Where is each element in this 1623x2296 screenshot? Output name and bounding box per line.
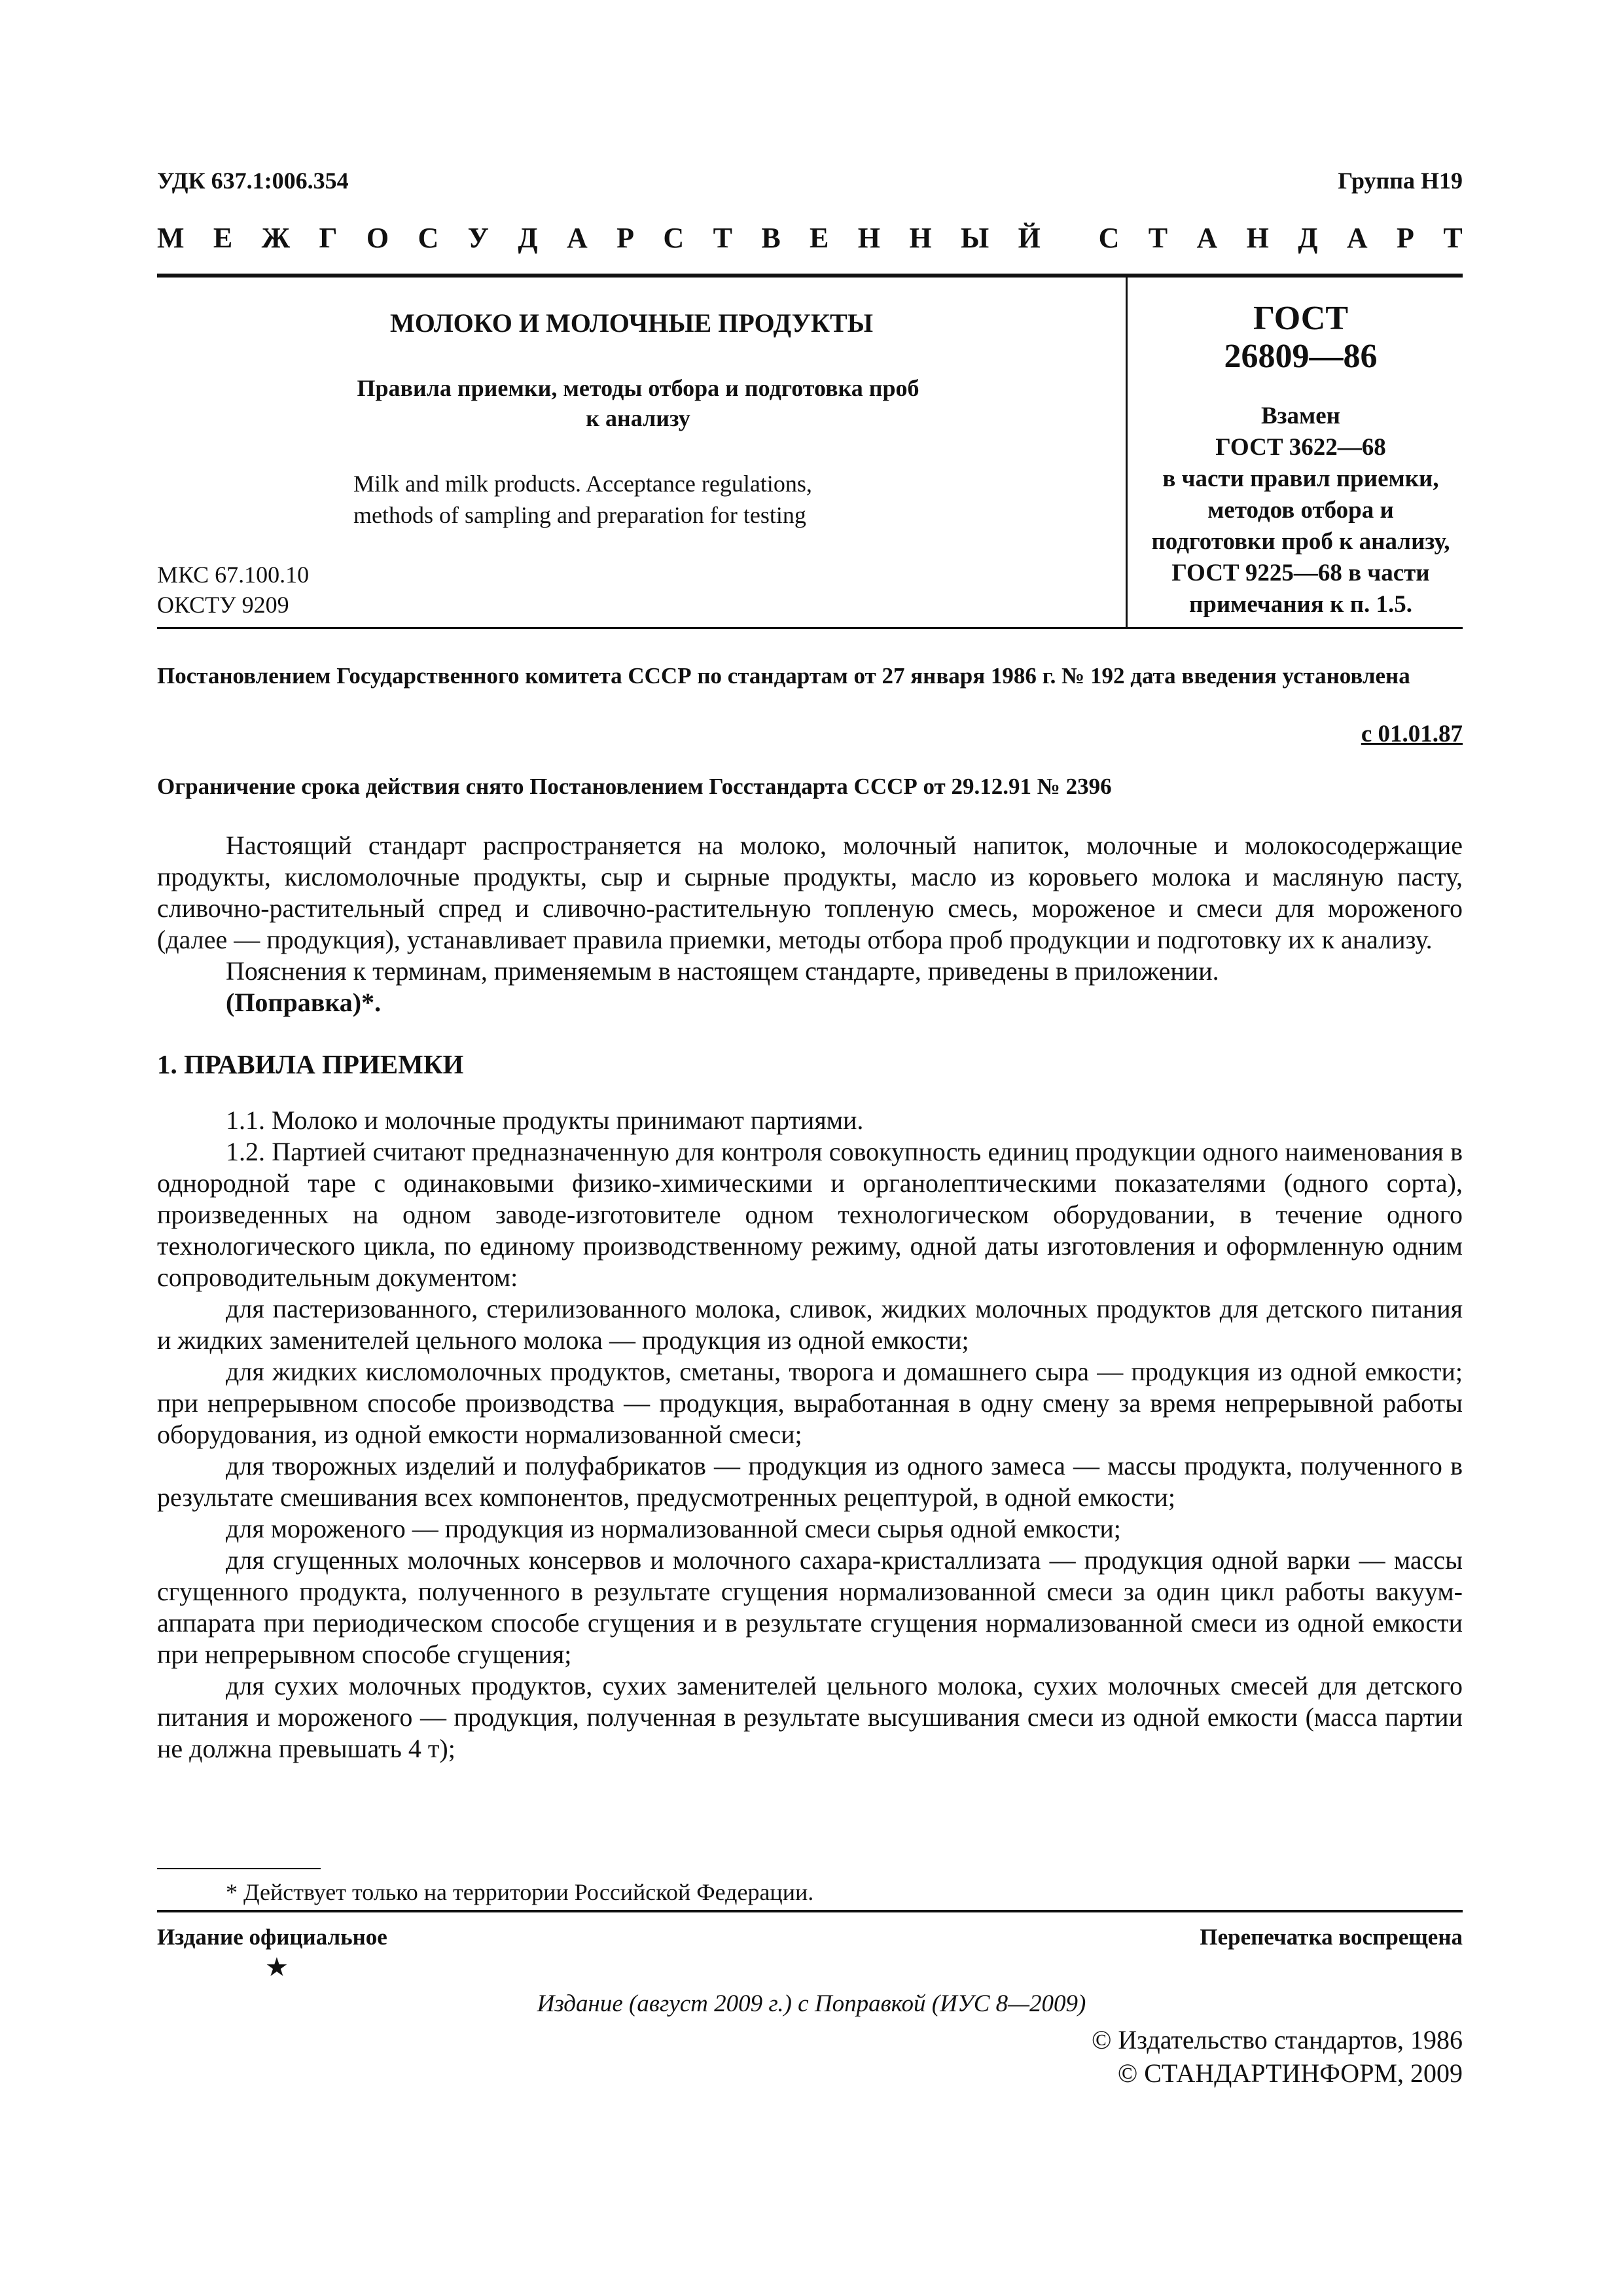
banner-letter: А (1346, 222, 1368, 254)
banner-letter: Д (1298, 222, 1318, 254)
header-rule (157, 274, 1463, 278)
star-icon: ★ (265, 1952, 289, 1982)
banner-letter: Ж (261, 222, 291, 254)
clause-1-2: 1.2. Партией считают предназначенную для контроля совокупность единиц продукции одного наименования в однородной таре с одинаковыми физико-химическими и органолептическими показателями (одного сорта), произведенных на одном заводе-изготовителе одном технологическом оборудовании, в течение одного технологического цикла, по единому производственному режиму, одной даты изготовления и оформленную одним сопроводительным документом: (157, 1137, 1463, 1292)
document-body (157, 830, 1463, 1765)
banner-letter: С (1098, 222, 1120, 254)
banner-letter: В (761, 222, 781, 254)
udk-code: УДК 637.1:006.354 (157, 168, 349, 194)
clause-item: для сгущенных молочных консервов и молочного сахара-кристаллизата — продукция одной варки — массы сгущенного продукта, полученного в результате сгущения нормализованной смеси за один цикл работы вакуум-аппарата при периодическом способе сгущения и в результате сгущения нормализованной смеси из одной емкости при непрерывном способе сгущения; (157, 1545, 1463, 1669)
banner-letter: С (418, 222, 439, 254)
banner-letter: А (1196, 222, 1218, 254)
interstate-standard-banner (157, 221, 1463, 255)
intro-paragraph: Настоящий стандарт распространяется на молоко, молочный напиток, молочные и молокосодержащие продукты, кисломолочные продукты, сыр и сырные продукты, масло из коровьего молока и масляную пасту, сливочно-растительный спред и сливочно-растительную топленую смесь, мороженое и смеси для мороженого (далее — продукция), устанавливает правила приемки, методы отбора проб продукции и подготовку их к анализу. (157, 831, 1463, 954)
banner-letter: Д (518, 222, 538, 254)
replaces-line: ГОСТ 9225—68 в части (1171, 560, 1430, 586)
banner-letter: Е (810, 222, 829, 254)
banner-letter: М (157, 222, 185, 254)
classification-codes (157, 560, 309, 620)
copyright-line-2: © СТАНДАРТИНФОРМ, 2009 (1117, 2058, 1463, 2088)
clause-item: для мороженого — продукция из нормализованной смеси сырья одной емкости; (226, 1514, 1121, 1543)
english-title-line-1: Milk and milk products. Acceptance regulations, (353, 471, 812, 497)
banner-letter: Р (616, 222, 635, 254)
terms-paragraph: Пояснения к терминам, применяемым в настоящем стандарте, приведены в приложении. (226, 956, 1219, 986)
banner-letter: Г (319, 222, 338, 254)
replaces-line: примечания к п. 1.5. (1188, 591, 1413, 618)
banner-letter: Р (1397, 222, 1414, 254)
banner-letter: А (567, 222, 588, 254)
gost-name-line-1: ГОСТ (1253, 300, 1349, 337)
section-title: 1. ПРАВИЛА ПРИЕМКИ (157, 1049, 464, 1079)
banner-letter: Н (1246, 222, 1269, 254)
header-vertical-rule (1126, 274, 1128, 627)
banner-letter: Т (1148, 222, 1168, 254)
document-subtitle (262, 373, 1014, 433)
decree-text: Постановлением Государственного комитета СССР по стандартам от 27 января 1986 г. № 192 дата введения установлена (157, 663, 1410, 689)
banner-letter: Т (713, 222, 732, 254)
banner-letter: Е (213, 222, 233, 254)
replaces-line: Взамен (1261, 403, 1340, 429)
banner-letter: Н (857, 222, 881, 254)
clause-item: для творожных изделий и полуфабрикатов — продукция из одного замеса — массы продукта, полученного в результате смешивания всех компонентов, предусмотренных рецептурой, в одной емкости; (157, 1451, 1463, 1512)
edition-note: Издание (август 2009 г.) с Поправкой (ИУС 8—2009) (537, 1990, 1086, 2017)
footnote: * Действует только на территории Российской Федерации. (226, 1879, 814, 1905)
title-block-rule (157, 627, 1463, 629)
clause-item: для сухих молочных продуктов, сухих заменителей цельного молока, сухих молочных смесей для детского питания и мороженого — продукция, полученная в результате высушивания смеси из одной емкости (масса партии не должна превышать 4 т); (157, 1671, 1463, 1763)
replaces-block (1139, 401, 1463, 620)
banner-letter: У (467, 222, 489, 254)
copyright-line-1: © Издательство стандартов, 1986 (1091, 2025, 1463, 2054)
limitation-notice: Ограничение срока действия снято Постановлением Госстандарта СССР от 29.12.91 № 2396 (157, 774, 1112, 799)
footer-rule (157, 1910, 1463, 1912)
document-title: МОЛОКО И МОЛОЧНЫЕ ПРОДУКТЫ (389, 308, 873, 338)
reprint-prohibited-label: Перепечатка воспрещена (1200, 1924, 1463, 1950)
banner-letter: Т (1443, 222, 1463, 254)
correction-mark: (Поправка)*. (226, 988, 382, 1017)
replaces-line: подготовки проб к анализу, (1151, 528, 1450, 555)
clause-1-1: 1.1. Молоко и молочные продукты принимают партиями. (226, 1105, 864, 1135)
banner-letter: Й (1018, 222, 1041, 254)
replaces-line: в части правил приемки, (1162, 465, 1439, 492)
official-edition-label: Издание официальное (157, 1924, 387, 1950)
banner-letter: Ы (961, 222, 990, 254)
mks-code: МКС 67.100.10 (157, 562, 310, 588)
banner-letter: Н (909, 222, 932, 254)
subtitle-line-1: Правила приемки, методы отбора и подготовка проб (357, 375, 919, 401)
replaces-line: методов отбора и (1207, 497, 1394, 524)
banner-letter: О (366, 222, 389, 254)
english-title-line-2: methods of sampling and preparation for testing (353, 502, 806, 528)
subtitle-line-2: к анализу (586, 405, 690, 431)
okstu-code: ОКСТУ 9209 (157, 592, 289, 618)
clause-item: для пастеризованного, стерилизованного молока, сливок, жидких молочных продуктов для детского питания и жидких заменителей цельного молока — продукция из одной емкости; (157, 1294, 1463, 1355)
introduction-date: с 01.01.87 (1361, 721, 1463, 747)
english-title (353, 468, 942, 531)
gost-name-line-2: 26809—86 (1224, 338, 1378, 375)
clause-item: для жидких кисломолочных продуктов, сметаны, творога и домашнего сыра — продукция из одной емкости; при непрерывном способе производства — продукция, выработанная в одну смену за время непрерывной работы оборудования, из одной емкости нормализованной смеси; (157, 1357, 1463, 1449)
group-code: Группа Н19 (1338, 168, 1463, 194)
gost-designation (1139, 300, 1463, 620)
replaces-line: ГОСТ 3622—68 (1215, 434, 1386, 461)
footnote-rule (157, 1868, 321, 1869)
banner-letter: С (663, 222, 685, 254)
